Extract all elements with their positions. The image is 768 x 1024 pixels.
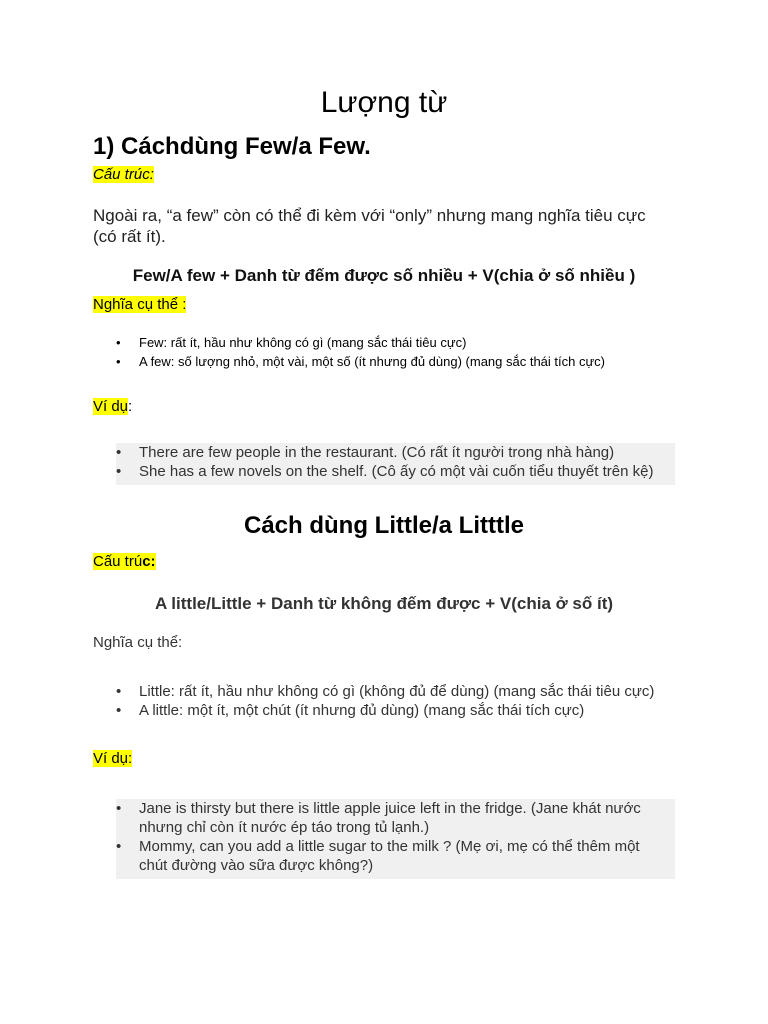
section2-structure-label: Cấu trúc: [93,553,156,570]
section1-meaning-list [93,333,693,371]
list-item: • Few: rất ít, hầu như không có gì (mang sắc thái tiêu cực) [93,333,693,352]
list-item: • A little: một ít, một chút (ít nhưng đủ dùng) (mang sắc thái tích cực) [93,701,713,720]
section2-meaning-list [93,682,713,720]
section1-structure-label: Cấu trúc: [93,166,154,183]
section1-meaning-label: Nghĩa cụ thể : [93,296,187,313]
section2-heading: Cách dùng Little/a Litttle [244,512,524,539]
list-item: • She has a few novels on the shelf. (Cô ấy có một vài cuốn tiểu thuyết trên kệ) [93,462,693,481]
section2-meaning-label: Nghĩa cụ thể: [93,634,183,651]
document-title: Lượng từ [320,86,448,119]
section1-heading: 1) Cáchdùng Few/a Few. [93,133,371,160]
section2-example-list [93,799,663,875]
list-item: • Little: rất ít, hầu như không có gì (không đủ để dùng) (mang sắc thái tiêu cực) [93,682,713,701]
section2-formula: A little/Little + Danh từ không đếm được + V(chia ở số ít) [154,594,614,613]
list-item: • A few: số lượng nhỏ, một vài, một số (ít nhưng đủ dùng) (mang sắc thái tích cực) [93,352,693,371]
section1-example-list [93,443,693,481]
section1-note: Ngoài ra, “a few” còn có thể đi kèm với “only” nhưng mang nghĩa tiêu cực (có rất ít). [93,206,646,246]
list-item: • Mommy, can you add a little sugar to the milk ? (Mẹ ơi, mẹ có thể thêm một chút đường vào sữa được không?) [93,837,663,875]
section1-formula: Few/A few + Danh từ đếm được số nhiều + V(chia ở số nhiều ) [132,266,636,285]
list-item: • There are few people in the restaurant. (Có rất ít người trong nhà hàng) [93,443,693,462]
section2-example-label: Ví dụ: [93,750,133,767]
list-item: • Jane is thirsty but there is little apple juice left in the fridge. (Jane khát nước nhưng chỉ còn ít nước ép táo trong tủ lạnh.) [93,799,663,837]
section1-example-label: Ví dụ: [93,398,133,415]
